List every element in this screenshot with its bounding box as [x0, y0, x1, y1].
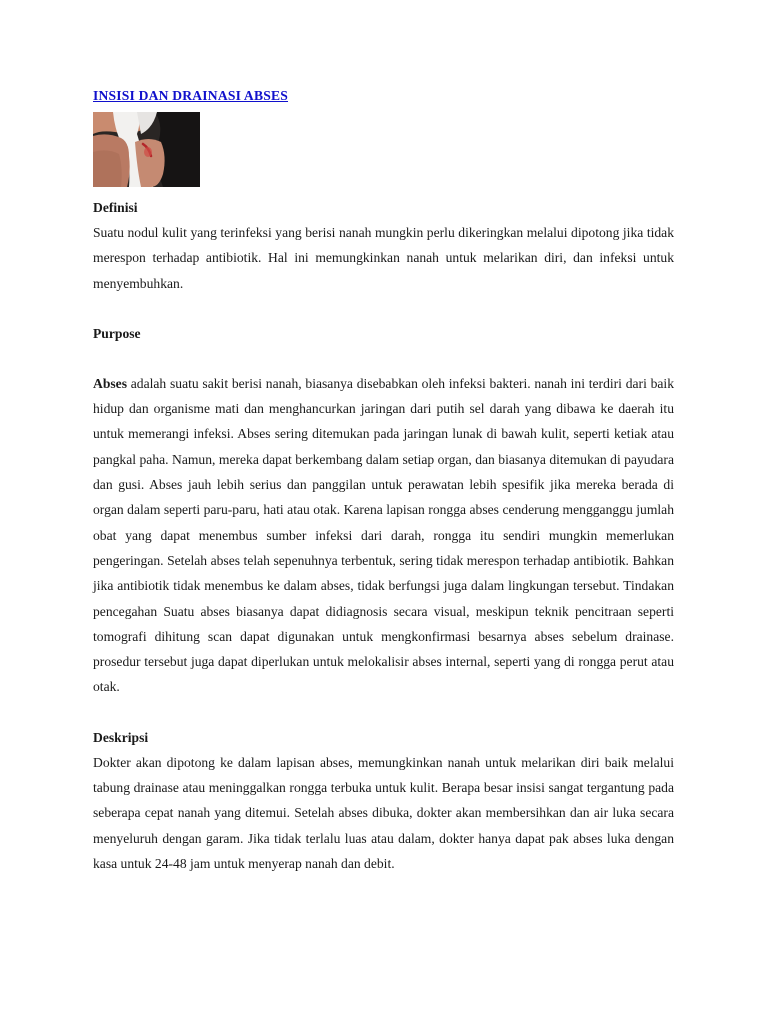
- heading-definisi: Definisi: [93, 200, 138, 215]
- heading-deskripsi: Deskripsi: [93, 729, 149, 745]
- lead-term-abses: Abses: [93, 375, 127, 391]
- paragraph-purpose-text: adalah suatu sakit berisi nanah, biasanya disebabkan oleh infeksi bakteri. nanah ini terdiri dari baik hidup dan organisme mati dan menghancurkan jaringan dari putih sel darah yang dibawa ke daerah itu untuk memerangi infeksi. Abses sering ditemukan pada jaringan lunak di bawah kulit, seperti ketiak atau pangkal paha. Namun, mereka dapat berkembang dalam setiap organ, dan biasanya ditemukan di payudara dan gusi. Abses jauh lebih serius dan panggilan untuk perawatan lebih spesifik jika mereka berada di organ dalam seperti paru-paru, hati atau otak. Karena lapisan rongga abses cenderung mengganggu jumlah obat yang dapat menembus sumber infeksi dari darah, rongga itu sendiri mungkin memerlukan pengeringan. Setelah abses telah sepenuhnya terbentuk, sering tidak merespon terhadap antibiotik. Bahkan jika antibiotik tidak menembus ke dalam abses, tidak berfungsi juga dalam lingkungan tersebut. Tindakan pencegahan Suatu abses biasanya dapat didiagnosis secara visual, meskipun teknik pencitraan seperti tomografi dihitung scan dapat digunakan untuk mengkonfirmasi besarnya abses sebelum drainase. prosedur tersebut juga dapat diperlukan untuk melokalisir abses internal, seperti yang di rongga perut atau otak.: [93, 375, 674, 695]
- heading-purpose: Purpose: [93, 325, 141, 341]
- paragraph-definisi: Suatu nodul kulit yang terinfeksi yang berisi nanah mungkin perlu dikeringkan melalui dipotong jika tidak merespon terhadap antibiotik. Hal ini memungkinkan nanah untuk melarikan diri, dan infeksi untuk menyembuhkan.: [93, 225, 674, 291]
- document-title-link[interactable]: INSISI DAN DRAINASI ABSES: [93, 88, 289, 103]
- knee-abscess-photo: [93, 112, 200, 187]
- paragraph-deskripsi: Dokter akan dipotong ke dalam lapisan abses, memungkinkan nanah untuk melarikan diri baik melalui tabung drainase atau meninggalkan rongga terbuka untuk kulit. Berapa besar insisi sangat tergantung pada seberapa cepat nanah yang ditemui. Setelah abses dibuka, dokter akan membersihkan dan air luka secara menyeluruh dengan garam. Jika tidak terlalu luas atau dalam, dokter hanya dapat pak abses luka dengan kasa untuk 24-48 jam untuk menyerap nanah dan debit.: [93, 754, 674, 871]
- paragraph-purpose: [93, 371, 674, 700]
- document-page: [93, 84, 674, 876]
